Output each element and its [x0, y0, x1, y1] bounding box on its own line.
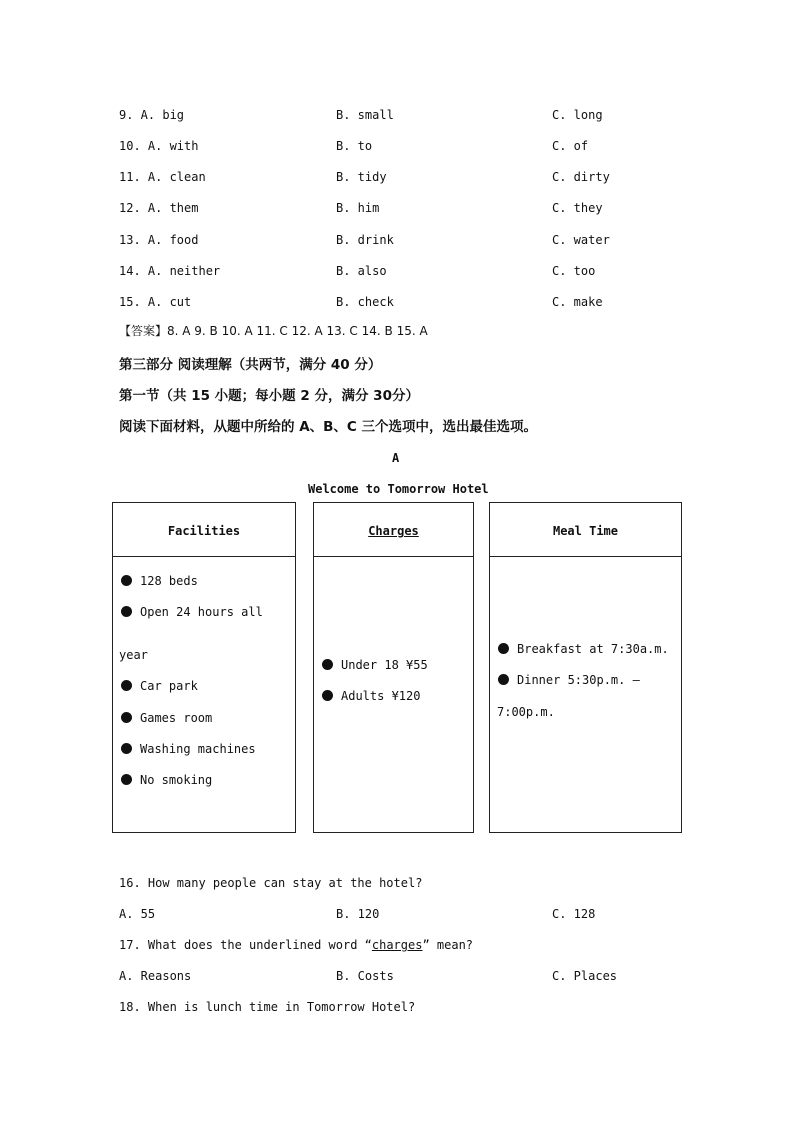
bullet-icon [322, 690, 333, 701]
charge-item: Under 18 ¥55 [322, 658, 428, 672]
divider [489, 556, 682, 557]
bullet-icon [121, 774, 132, 785]
option-c: C. dirty [552, 170, 610, 184]
option-a: A. Reasons [119, 969, 192, 983]
facilities-heading: Facilities [167, 524, 241, 538]
option-c: C. of [552, 139, 589, 153]
question-17: 17. What does the underlined word “charges” mean? [119, 938, 474, 952]
option-b: B. to [336, 139, 373, 153]
facility-item: No smoking [121, 773, 212, 787]
option-b: B. Costs [336, 969, 394, 983]
option-a: 13. A. food [119, 233, 199, 247]
charges-heading: Charges [368, 524, 419, 538]
option-c: C. 128 [552, 907, 596, 921]
meal-time-box [489, 502, 682, 833]
option-b: B. also [336, 264, 387, 278]
bullet-icon [498, 674, 509, 685]
section-title: 第三部分 阅读理解（共两节，满分 40 分） [119, 357, 382, 373]
divider [313, 556, 474, 557]
meal-time-heading: Meal Time [552, 524, 619, 538]
bullet-icon [121, 575, 132, 586]
option-b: B. small [336, 108, 394, 122]
bullet-icon [121, 712, 132, 723]
option-c: C. water [552, 233, 610, 247]
option-b: B. check [336, 295, 394, 309]
instruction: 阅读下面材料，从题中所给的 A、B、C 三个选项中，选出最佳选项。 [119, 419, 538, 435]
bullet-icon [498, 643, 509, 654]
answer-key: 【答案】8. A 9. B 10. A 11. C 12. A 13. C 14. B 15. A [119, 324, 428, 338]
meal-item-continued: 7:00p.m. [497, 705, 555, 719]
facility-item: Washing machines [121, 742, 256, 756]
option-a: 15. A. cut [119, 295, 192, 309]
facility-item: 128 beds [121, 574, 198, 588]
facility-item: Car park [121, 679, 198, 693]
bullet-icon [121, 606, 132, 617]
bullet-icon [121, 680, 132, 691]
charge-item: Adults ¥120 [322, 689, 420, 703]
option-a: 9. A. big [119, 108, 185, 122]
option-c: C. too [552, 264, 596, 278]
hotel-title: Welcome to Tomorrow Hotel [308, 482, 489, 496]
underlined-word: charges [371, 938, 423, 952]
option-a: 12. A. them [119, 201, 199, 215]
question-16: 16. How many people can stay at the hotel? [119, 876, 423, 890]
bullet-icon [121, 743, 132, 754]
facility-item-continued: year [119, 648, 148, 662]
option-a: 11. A. clean [119, 170, 206, 184]
question-18: 18. When is lunch time in Tomorrow Hotel? [119, 1000, 416, 1014]
option-b: B. tidy [336, 170, 387, 184]
facility-item: Games room [121, 711, 212, 725]
option-a: A. 55 [119, 907, 156, 921]
option-c: C. Places [552, 969, 618, 983]
option-a: 10. A. with [119, 139, 199, 153]
passage-label: A [392, 451, 400, 465]
option-c: C. make [552, 295, 603, 309]
divider [112, 556, 296, 557]
option-b: B. 120 [336, 907, 380, 921]
facility-item: Open 24 hours all [121, 605, 263, 619]
bullet-icon [322, 659, 333, 670]
option-b: B. him [336, 201, 380, 215]
subsection-title: 第一节（共 15 小题；每小题 2 分，满分 30分） [119, 388, 419, 404]
option-b: B. drink [336, 233, 394, 247]
option-c: C. they [552, 201, 603, 215]
option-c: C. long [552, 108, 603, 122]
option-a: 14. A. neither [119, 264, 221, 278]
meal-item: Breakfast at 7:30a.m. [498, 642, 669, 656]
meal-item: Dinner 5:30p.m. — [498, 673, 640, 687]
